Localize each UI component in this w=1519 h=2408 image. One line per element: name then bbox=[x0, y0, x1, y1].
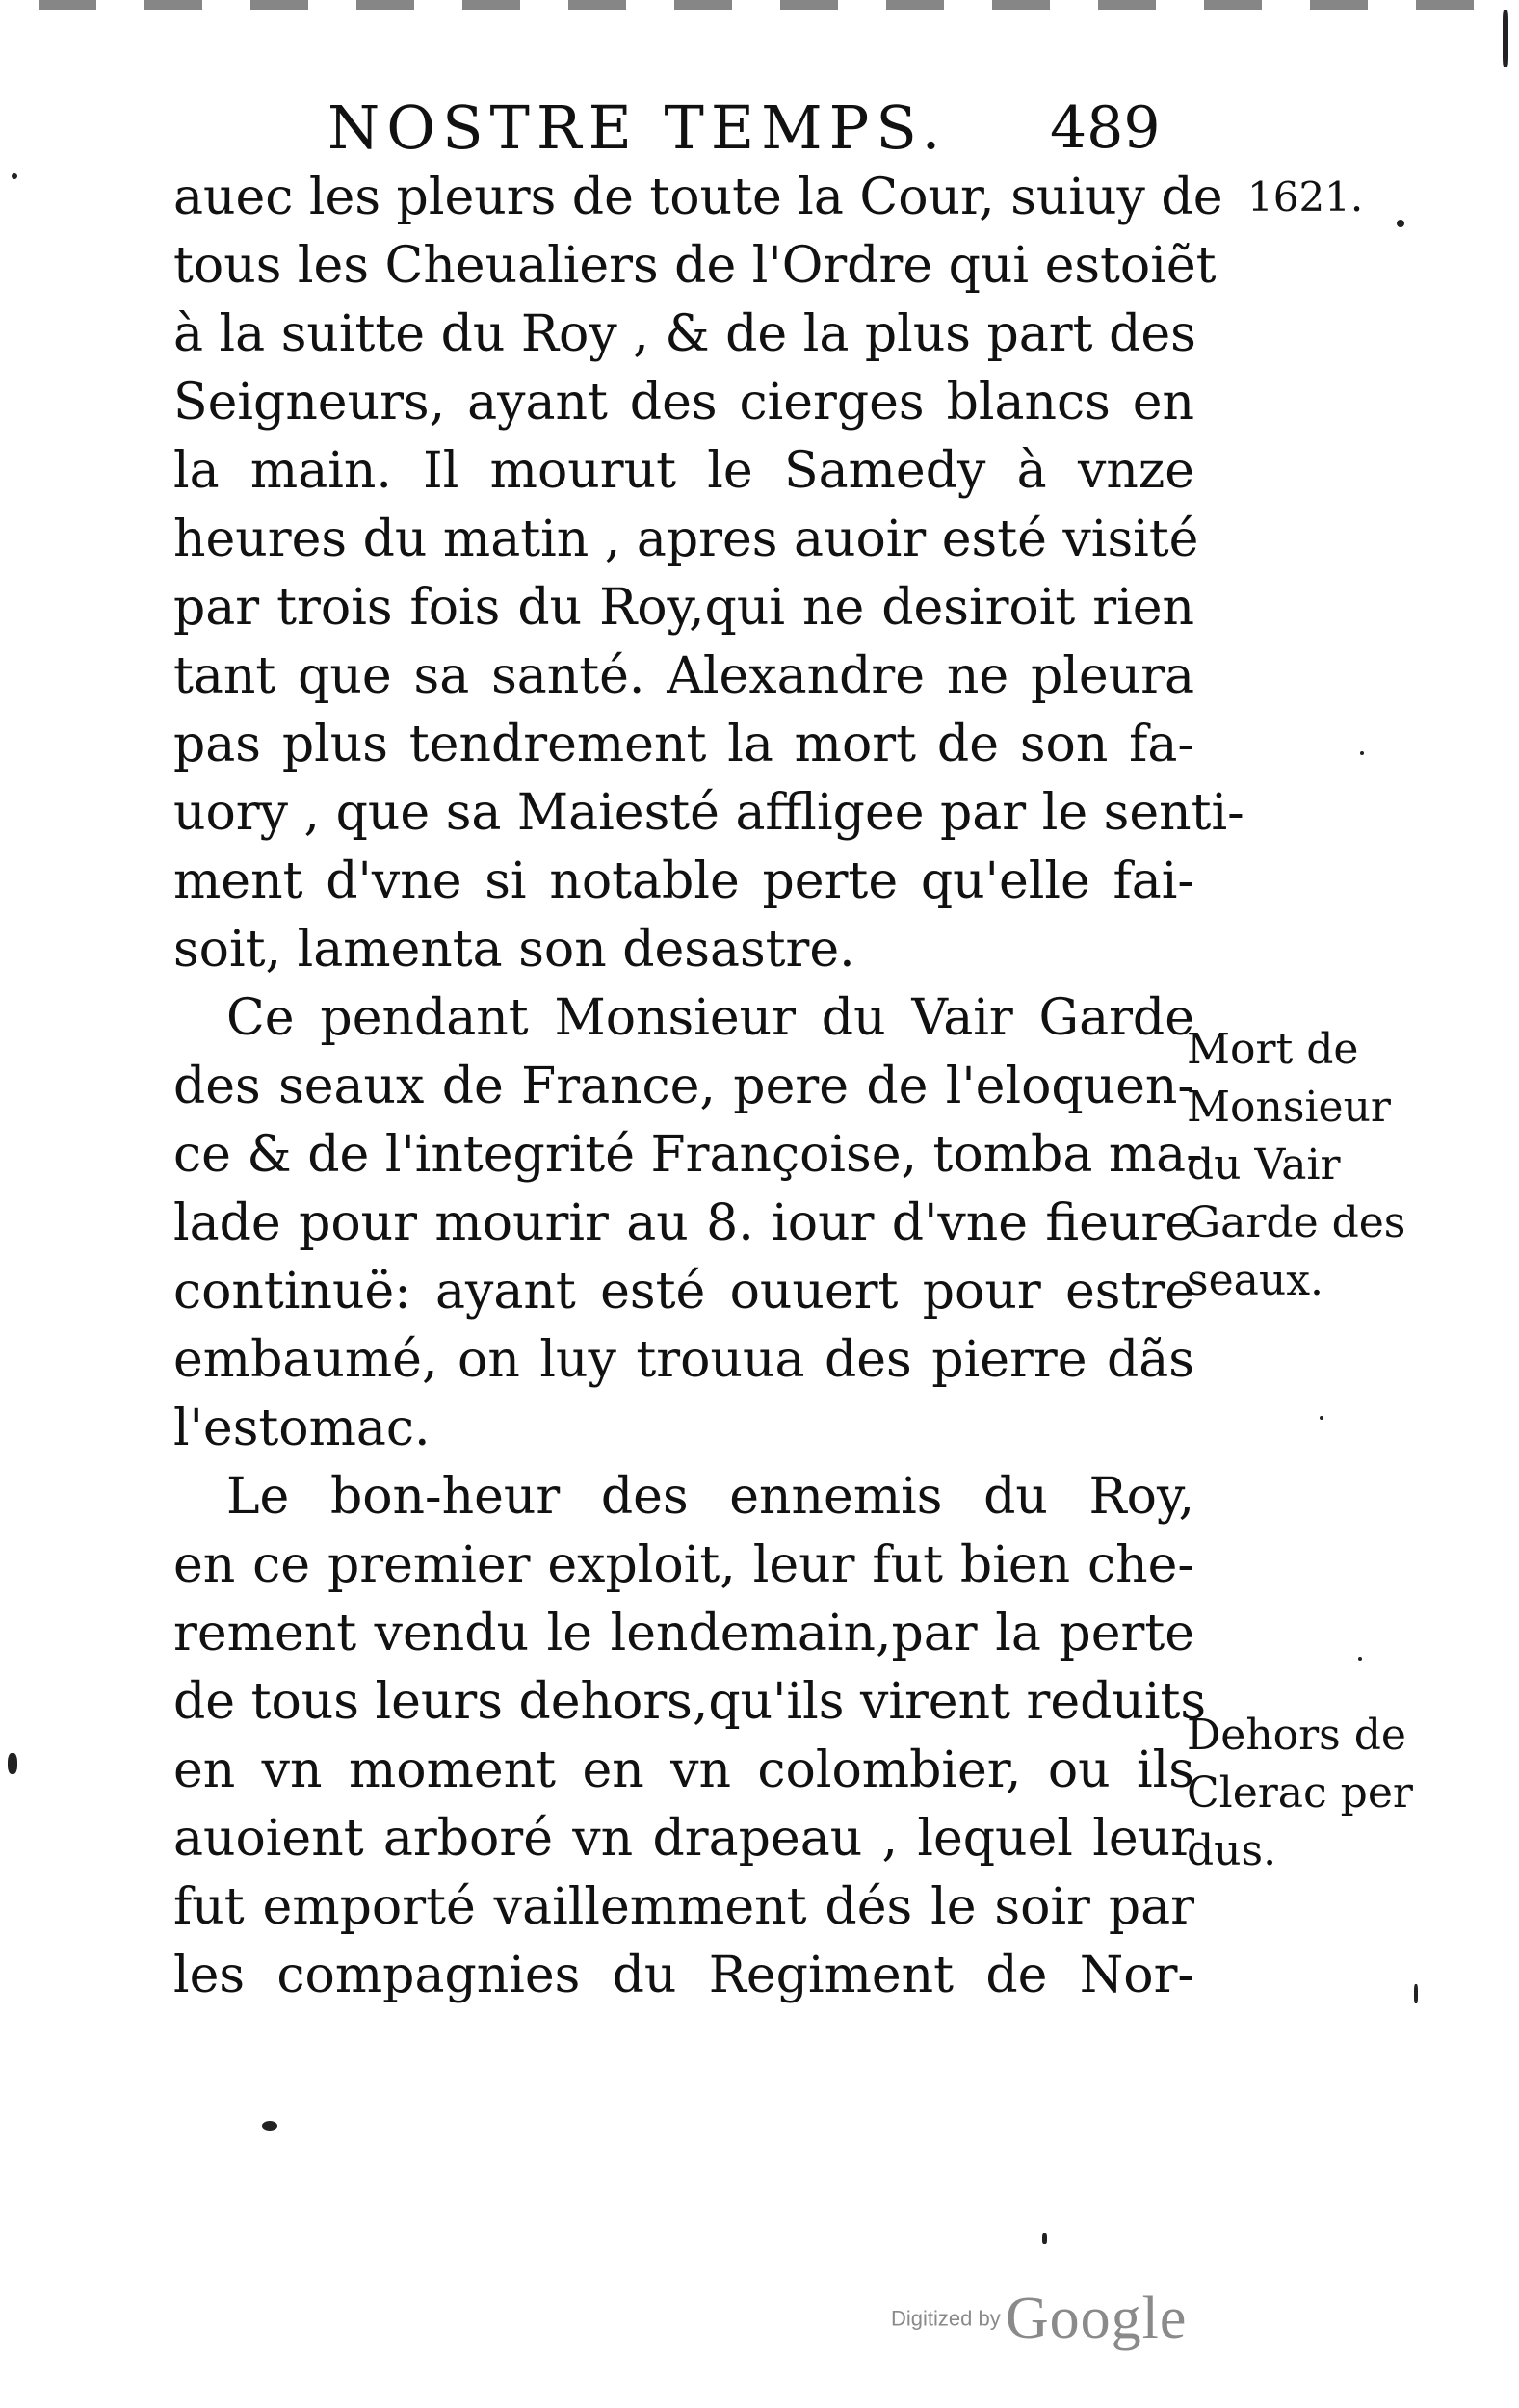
scan-speck bbox=[8, 1753, 17, 1774]
digitized-by-google-watermark bbox=[891, 2285, 1187, 2353]
margin-year: 1621. bbox=[1247, 173, 1364, 221]
text-line: des seaux de France, pere de l'eloquen- bbox=[173, 1058, 1194, 1115]
text-line: ment d'vne si notable perte qu'elle fai- bbox=[173, 852, 1194, 910]
scan-speck bbox=[262, 2121, 277, 2131]
text-line: lade pour mourir au 8. iour d'vne fieure bbox=[173, 1194, 1194, 1252]
margin-note-line: Dehors de bbox=[1187, 1711, 1406, 1760]
text-line: Ce pendant Monsieur du Vair Garde bbox=[226, 989, 1194, 1047]
text-line: continuë: ayant esté ouuert pour estre bbox=[173, 1263, 1194, 1321]
text-line: en vn moment en vn colombier, ou ils bbox=[173, 1741, 1194, 1799]
text-line: Le bon-heur des ennemis du Roy, bbox=[226, 1468, 1194, 1526]
text-line: à la suitte du Roy , & de la plus part des bbox=[173, 305, 1196, 363]
page-number: 489 bbox=[1050, 94, 1161, 162]
scan-speck bbox=[1503, 10, 1508, 67]
text-line: fut emporté vaillemment dés le soir par bbox=[173, 1878, 1194, 1936]
text-line: en ce premier exploit, leur fut bien che- bbox=[173, 1536, 1194, 1594]
text-line: uory , que sa Maiesté affligee par le senti- bbox=[173, 784, 1244, 842]
text-line: embaumé, on luy trouua des pierre dãs bbox=[173, 1331, 1194, 1389]
scan-speck bbox=[1397, 220, 1404, 227]
margin-note-line: dus. bbox=[1187, 1826, 1277, 1875]
text-line: de tous leurs dehors,qu'ils virent reduits bbox=[173, 1673, 1207, 1731]
text-line: auoient arboré vn drapeau , lequel leur bbox=[173, 1810, 1194, 1868]
scan-speck bbox=[1042, 2233, 1047, 2244]
running-title: NOSTRE TEMPS. bbox=[327, 92, 948, 163]
margin-note-death-du-vair bbox=[1187, 1021, 1427, 1310]
scan-speck bbox=[1414, 1984, 1418, 2003]
scan-speck bbox=[1358, 1657, 1362, 1661]
text-line: l'estomac. bbox=[173, 1400, 431, 1457]
margin-note-line: Garde des bbox=[1187, 1198, 1406, 1247]
scan-speck bbox=[1320, 1416, 1323, 1420]
text-line: pas plus tendrement la mort de son fa- bbox=[173, 716, 1194, 773]
margin-note-line: Monsieur bbox=[1187, 1083, 1391, 1132]
margin-note-line: du Vair bbox=[1187, 1140, 1341, 1190]
text-line: soit, lamenta son desastre. bbox=[173, 921, 855, 979]
margin-note-line: Clerac per bbox=[1187, 1768, 1413, 1818]
text-line: les compagnies du Regiment de Nor- bbox=[173, 1947, 1194, 2004]
text-line: rement vendu le lendemain,par la perte bbox=[173, 1605, 1194, 1662]
text-line: tant que sa santé. Alexandre ne pleura bbox=[173, 647, 1194, 705]
text-line: ce & de l'integrité Françoise, tomba ma- bbox=[173, 1126, 1203, 1184]
scan-speck bbox=[12, 173, 17, 179]
text-line: la main. Il mourut le Samedy à vnze bbox=[173, 442, 1194, 500]
text-line: auec les pleurs de toute la Cour, suiuy de bbox=[173, 169, 1223, 226]
text-line: par trois fois du Roy,qui ne desiroit rien bbox=[173, 579, 1194, 637]
margin-note-dehors-clerac bbox=[1187, 1707, 1427, 1880]
margin-note-line: seaux. bbox=[1187, 1256, 1323, 1305]
text-line: tous les Cheualiers de l'Ordre qui estoiẽt bbox=[173, 237, 1217, 295]
scan-top-edge bbox=[39, 0, 1483, 10]
text-line: heures du matin , apres auoir esté visité bbox=[173, 510, 1199, 568]
digitized-by-label: Digitized by bbox=[891, 2306, 1001, 2331]
text-line: Seigneurs, ayant des cierges blancs en bbox=[173, 374, 1194, 432]
scan-speck bbox=[1360, 751, 1364, 755]
google-logo: Google bbox=[1005, 2286, 1188, 2351]
margin-note-line: Mort de bbox=[1187, 1025, 1359, 1074]
